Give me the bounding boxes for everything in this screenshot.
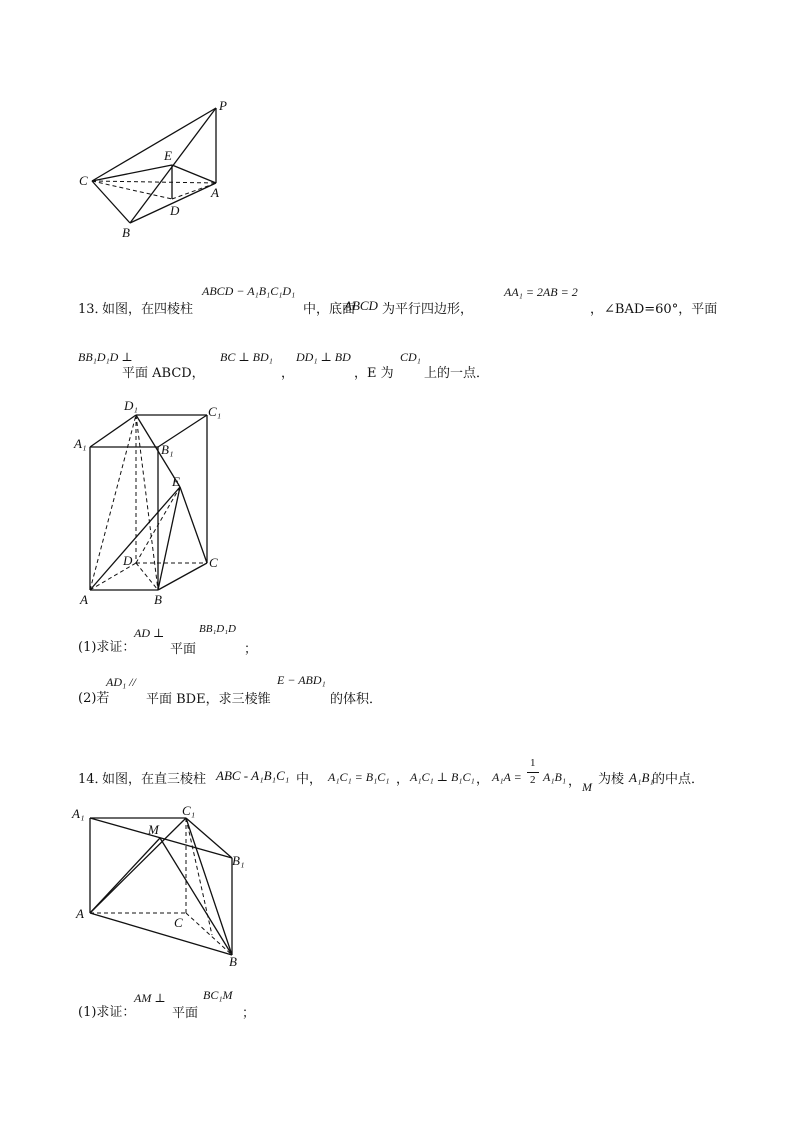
vertex-label-b1: B₁	[161, 442, 174, 457]
vertex-label-c: C	[174, 915, 183, 930]
e-is-text: ，E 为	[354, 366, 394, 381]
vertex-label-d: D	[170, 203, 180, 218]
plane-abcd-text: 平面 ABCD，	[122, 366, 205, 381]
equation-a1c1-b1c1: A₁C₁ = B₁C₁	[328, 770, 390, 784]
part2-end: 的体积．	[330, 692, 383, 707]
vertex-label-c1: C₁	[182, 803, 196, 818]
question-intro: 如图，在四棱柱	[102, 302, 194, 317]
base-name: ABCD	[344, 298, 378, 313]
prism-name: ABCD − A₁B₁C₁D₁	[202, 284, 296, 298]
part2-prefix: (2)若	[78, 691, 110, 706]
separator: ，	[568, 774, 582, 789]
perp-a1c1-b1c1: A₁C₁ ⊥ B₁C₁	[410, 770, 475, 784]
vertex-label-b: B	[229, 954, 237, 969]
vertex-label-d1: D₁	[124, 398, 138, 413]
vertex-label-a: A	[76, 906, 84, 921]
base-text: 中，底面	[303, 302, 356, 317]
point-m: M	[582, 780, 592, 794]
vertex-label-d: D	[123, 553, 133, 568]
edge-name: A₁B₁	[629, 770, 654, 785]
question-intro: 如图，在直三棱柱	[102, 772, 207, 787]
vertex-label-a: A	[80, 592, 88, 607]
mid-text: 中，	[296, 772, 323, 787]
fraction-lhs: A₁A =	[492, 770, 522, 784]
part1-end: ；	[244, 642, 258, 657]
bc-perp-bd1: BC ⊥ BD₁	[220, 350, 273, 364]
part1-prefix: (1)求证：	[78, 640, 136, 655]
aa1-equation: AA₁ = 2AB = 2	[504, 285, 578, 299]
part2-pyramid: E − ABD₁	[277, 673, 326, 687]
angle-text: ∠BAD=60°，平面	[604, 302, 718, 317]
part1-prefix: (1)求证：	[78, 1005, 136, 1020]
vertex-label-a1: A₁	[72, 806, 85, 821]
vertex-label-a1: A₁	[74, 436, 87, 451]
vertex-label-c: C	[79, 173, 88, 188]
vertex-label-e: E	[172, 474, 180, 489]
separator: ，	[281, 366, 295, 381]
vertex-label-p: P	[219, 98, 227, 113]
edge-text: 为棱	[598, 772, 625, 787]
part1-plane: 平面	[172, 1006, 199, 1021]
question-number: 14．	[78, 772, 108, 787]
fraction-denominator: 2	[530, 774, 536, 786]
vertex-label-b: B	[154, 592, 162, 607]
vertex-label-b1: B₁	[232, 853, 245, 868]
fraction-rhs: A₁B₁	[543, 770, 567, 784]
separator: ，	[590, 302, 604, 317]
plane-bb1d1d: BB₁D₁D ⊥	[78, 350, 133, 364]
part1-end: ；	[242, 1006, 256, 1021]
separator: ，	[476, 772, 490, 787]
dd1-perp-bd: DD₁ ⊥ BD	[296, 350, 351, 364]
parallelogram-text: 为平行四边形，	[382, 302, 474, 317]
question-number: 13．	[78, 302, 108, 317]
part2-math: AD₁ //	[106, 675, 136, 689]
part1-plane-name: BB₁D₁D	[199, 623, 236, 635]
tail-text: 上的一点．	[424, 366, 490, 381]
vertex-label-c1: C₁	[208, 404, 222, 419]
part1-plane: 平面	[170, 642, 197, 657]
part1-math: AM ⊥	[134, 991, 166, 1005]
cd1-name: CD₁	[400, 350, 421, 364]
part1-plane-name: BC₁M	[203, 988, 233, 1002]
fraction-numerator: 1	[530, 757, 536, 769]
vertex-label-a: A	[211, 185, 219, 200]
part2-plane: 平面 BDE，求三棱锥	[146, 692, 271, 707]
part1-math: AD ⊥	[134, 626, 165, 640]
separator: ，	[396, 772, 410, 787]
vertex-label-e: E	[164, 148, 172, 163]
vertex-label-c: C	[209, 555, 218, 570]
prism-name: ABC - A₁B₁C₁	[216, 768, 290, 783]
vertex-label-b: B	[122, 225, 130, 240]
end-text: 的中点．	[652, 772, 705, 787]
vertex-label-m: M	[148, 822, 159, 837]
